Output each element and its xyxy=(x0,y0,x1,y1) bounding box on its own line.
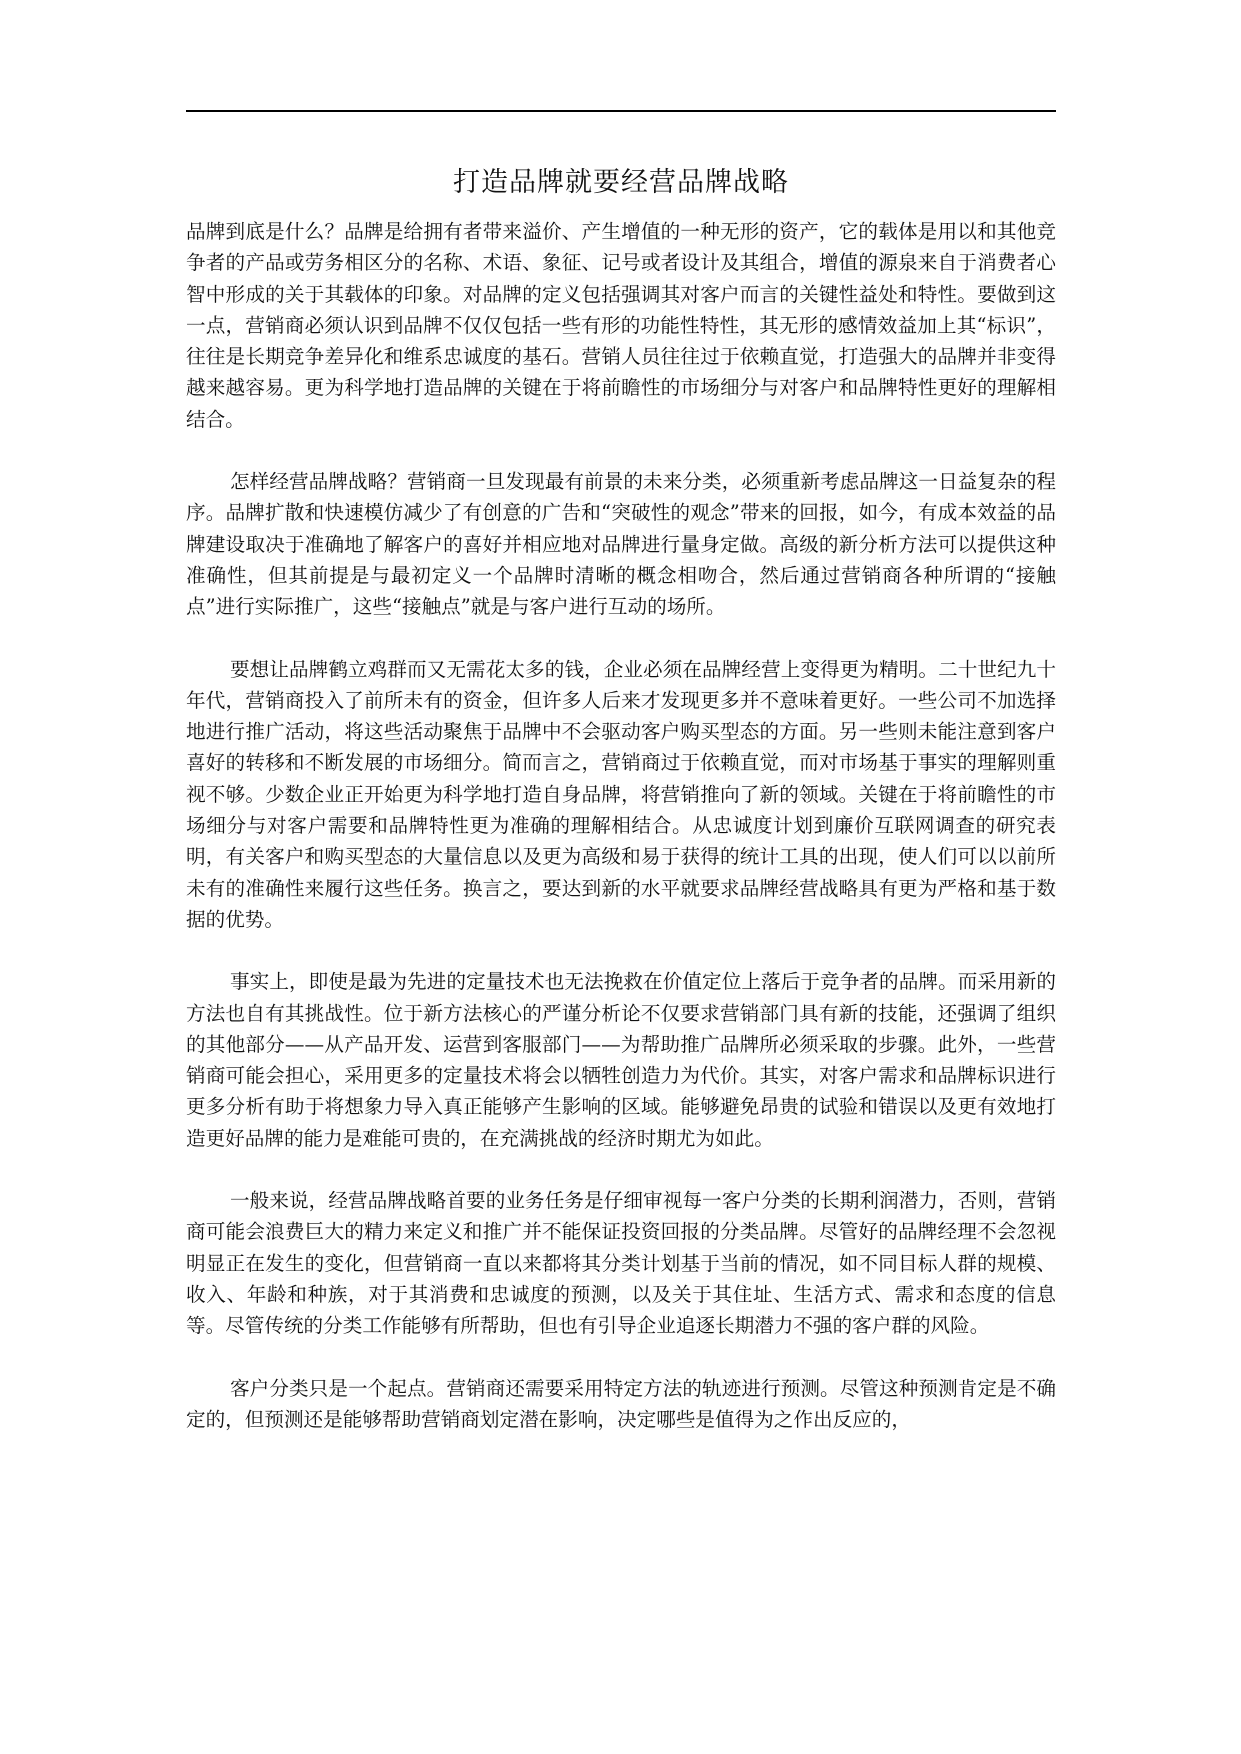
paragraph-4: 事实上，即使是最为先进的定量技术也无法挽救在价值定位上落后于竞争者的品牌。而采用新的方法也自有其挑战性。位于新方法核心的严谨分析论不仅要求营销部门具有新的技能，还强调了组织的其他部分——从产品开发、运营到客服部门——为帮助推广品牌所必须采取的步骤。此外，一些营销商可能会担心，采用更多的定量技术将会以牺牲创造力为代价。其实，对客户需求和品牌标识进行更多分析有助于将想象力导入真正能够产生影响的区域。能够避免昂贵的试验和错误以及更有效地打造更好品牌的能力是难能可贵的，在充满挑战的经济时期尤为如此。 xyxy=(186,970,1056,1150)
paragraph-1: 品牌到底是什么？品牌是给拥有者带来溢价、产生增值的一种无形的资产，它的载体是用以和其他竞争者的产品或劳务相区分的名称、术语、象征、记号或者设计及其组合，增值的源泉来自于消费者心智中形成的关于其载体的印象。对品牌的定义包括强调其对客户而言的关键性益处和特性。要做到这一点，营销商必须认识到品牌不仅仅包括一些有形的功能性特性，其无形的感情效益加上其“标识”，往往是长期竞争差异化和维系忠诚度的基石。营销人员往往过于依赖直觉，打造强大的品牌并非变得越来越容易。更为科学地打造品牌的关键在于将前瞻性的市场细分与对客户和品牌特性更好的理解相结合。 xyxy=(186,220,1056,431)
document-body xyxy=(186,216,1056,1466)
paragraph-6: 客户分类只是一个起点。营销商还需要采用特定方法的轨迹进行预测。尽管这种预测肯定是不确定的，但预测还是能够帮助营销商划定潜在影响，决定哪些是值得为之作出反应的， xyxy=(186,1376,1056,1431)
paragraph-5: 一般来说，经营品牌战略首要的业务任务是仔细审视每一客户分类的长期利润潜力，否则，营销商可能会浪费巨大的精力来定义和推广并不能保证投资回报的分类品牌。尽管好的品牌经理不会忽视明显正在发生的变化，但营销商一直以来都将其分类计划基于当前的情况，如不同目标人群的规模、收入、年龄和种族，对于其消费和忠诚度的预测，以及关于其住址、生活方式、需求和态度的信息等。尽管传统的分类工作能够有所帮助，但也有引导企业追逐长期潜力不强的客户群的风险。 xyxy=(186,1189,1056,1338)
paragraph-3: 要想让品牌鹤立鸡群而又无需花太多的钱，企业必须在品牌经营上变得更为精明。二十世纪九十年代，营销商投入了前所未有的资金，但许多人后来才发现更多并不意味着更好。一些公司不加选择地进行推广活动，将这些活动聚焦于品牌中不会驱动客户购买型态的方面。另一些则未能注意到客户喜好的转移和不断发展的市场细分。简而言之，营销商过于依赖直觉，而对市场基于事实的理解则重视不够。少数企业正开始更为科学地打造自身品牌，将营销推向了新的领域。关键在于将前瞻性的市场细分与对客户需要和品牌特性更为准确的理解相结合。从忠诚度计划到廉价互联网调查的研究表明，有关客户和购买型态的大量信息以及更为高级和易于获得的统计工具的出现，使人们可以以前所未有的准确性来履行这些任务。换言之，要达到新的水平就要求品牌经营战略具有更为严格和基于数据的优势。 xyxy=(186,657,1056,931)
document-title: 打造品牌就要经营品牌战略 xyxy=(453,167,789,198)
paragraph-2: 怎样经营品牌战略？营销商一旦发现最有前景的未来分类，必须重新考虑品牌这一日益复杂的程序。品牌扩散和快速模仿减少了有创意的广告和“突破性的观念”带来的回报，如今，有成本效益的品牌建设取决于准确地了解客户的喜好并相应地对品牌进行量身定做。高级的新分析方法可以提供这种准确性，但其前提是与最初定义一个品牌时清晰的概念相吻合，然后通过营销商各种所谓的“接触点”进行实际推广，这些“接触点”就是与客户进行互动的场所。 xyxy=(186,470,1056,619)
header-rule xyxy=(186,110,1056,112)
